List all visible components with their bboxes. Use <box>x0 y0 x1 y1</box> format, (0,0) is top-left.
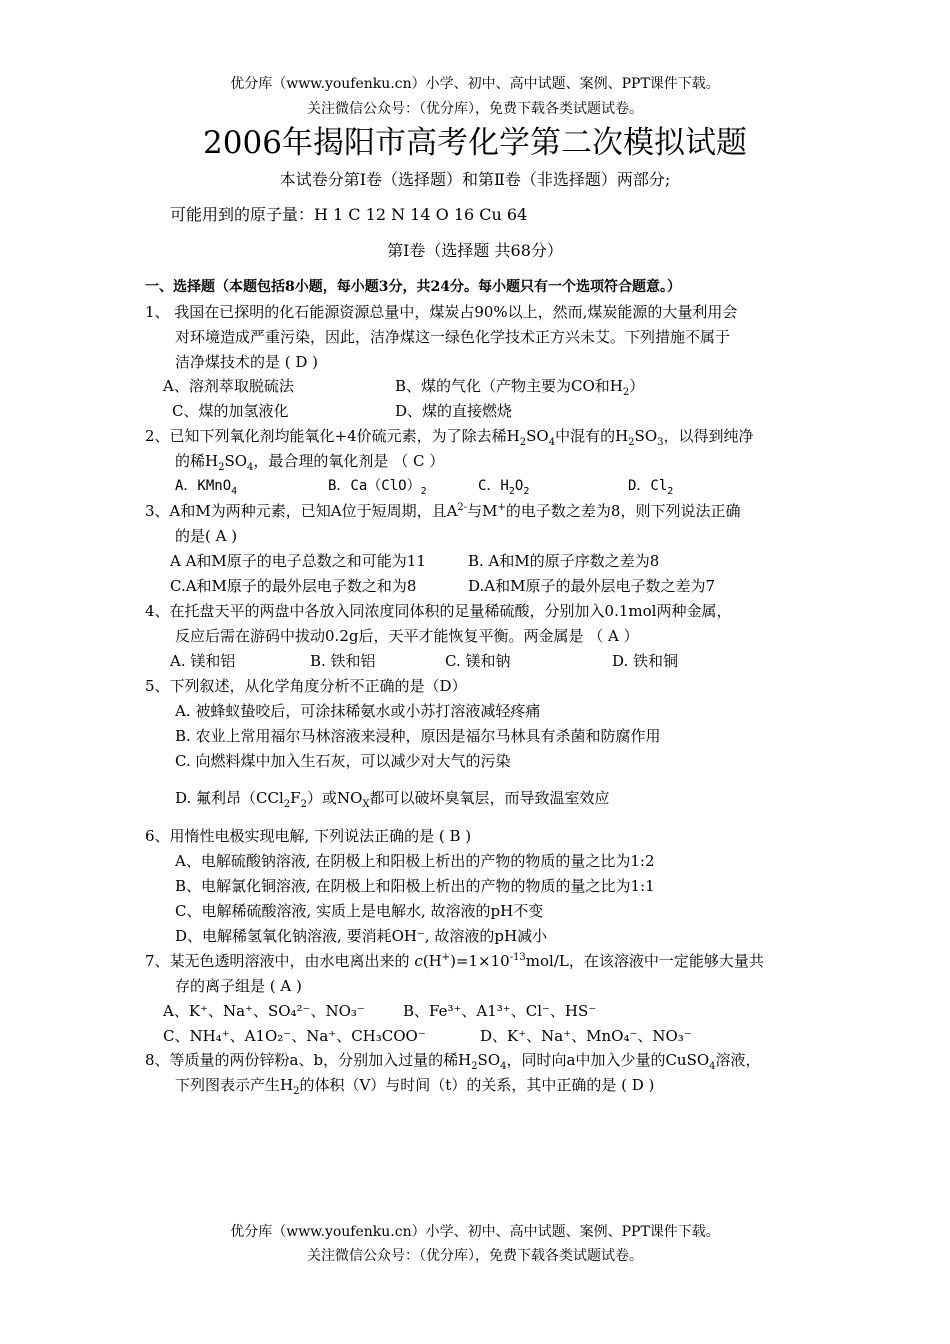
q4-line-1: 4、在托盘天平的两盘中各放入同浓度同体积的足量稀硫酸，分别加入0.1mol两种金属， <box>145 602 732 620</box>
q2-option-b: B．$Ca(ClO)_2$ <box>328 478 427 497</box>
q6-option-c: C、电解稀硫酸溶液, 实质上是电解水, 故溶液的pH不变 <box>175 902 544 920</box>
q3-option-a: A A和M原子的电子总数之和可能为11 <box>170 552 426 570</box>
q5-option-d: D. 氟利昂$(CCl_2F_2)$或$NO_X$都可以破坏臭氧层，而导致温室效应 <box>175 789 610 810</box>
q3-option-b: B. A和M的原子序数之差为8 <box>468 552 660 570</box>
q2-line-1: 2、已知下列氧化剂均能氧化+4价硫元素，为了除去稀$H_2SO_4$中混有的$H_2SO_3$，以得到纯净 <box>145 427 754 448</box>
intro-text: 本试卷分第Ⅰ卷（选择题）和第Ⅱ卷（非选择题）两部分; <box>279 170 671 189</box>
q1-option-d: D、煤的直接燃烧 <box>395 402 513 420</box>
q6-option-b: B、电解氯化铜溶液, 在阴极上和阳极上析出的产物的物质的量之比为1:1 <box>175 877 655 895</box>
q8-line-2: 下列图表示产生$H_2$的体积（V）与时间（t）的关系，其中正确的是 ( D ) <box>175 1076 655 1097</box>
q1-line-1: 1、 我国在已探明的化石能源资源总量中，煤炭占90%以上，然而,煤炭能源的大量利用会 <box>145 303 738 321</box>
q2-option-c: C．$H_2O_2$ <box>478 478 530 497</box>
q8-line-1: 8、等质量的两份锌粉a、b，分别加入过量的稀$H_2SO_4$，同时向a中加入少量的CuSO$_4$溶液， <box>145 1051 761 1072</box>
q3-option-c: C.A和M原子的最外层电子数之和为8 <box>170 577 417 595</box>
q6-option-d: D、电解稀氢氧化钠溶液, 要消耗OH⁻, 故溶液的pH减小 <box>175 927 548 945</box>
footer-line-2: 关注微信公众号：（优分库），免费下载各类试题试卷。 <box>307 1248 643 1264</box>
q7-option-b: B、Fe³⁺、A1³⁺、Cl⁻、HS⁻ <box>403 1002 597 1020</box>
q7-option-d: D、K⁺、Na⁺、MnO₄⁻、NO₃⁻ <box>480 1027 692 1045</box>
q4-option-a: A. 镁和铝 <box>170 652 236 670</box>
q2-line-2: 的稀$H_2SO_4$，最合理的氧化剂是 （ C ） <box>175 452 445 473</box>
q7-line-2: 存的离子组是 ( A ) <box>175 977 302 995</box>
q5-option-b: B. 农业上常用福尔马林溶液来浸种，原因是福尔马林具有杀菌和防腐作用 <box>175 727 661 745</box>
atomic-masses: 可能用到的原子量：H 1 C 12 N 14 O 16 Cu 64 <box>170 205 528 224</box>
q3-line-1: 3、A和M为两种元素，已知A位于短周期，且$A^{2-}$与M+的电子数之差为8，则下列说法正确 <box>145 502 741 520</box>
header-line-2: 关注微信公众号：（优分库），免费下载各类试题试卷。 <box>307 101 643 117</box>
section-heading: 一、选择题（本题包括8小题，每小题3分，共24分。每小题只有一个选项符合题意。） <box>145 279 681 295</box>
q7-line-1: 7、某无色透明溶液中，由水电离出来的 $c(H^+)=1\times 10^{-13}mol/L$，在该溶液中一定能够大量共 <box>145 952 764 970</box>
q5-line-1: 5、下列叙述，从化学角度分析不正确的是（D） <box>145 677 467 695</box>
q1-line-3: 洁净煤技术的是 ( D ) <box>175 353 319 371</box>
part-title: 第Ⅰ卷（选择题 共68分） <box>387 241 563 260</box>
q1-option-c: C、煤的加氢液化 <box>172 402 289 420</box>
q4-option-b: B. 铁和铝 <box>310 652 376 670</box>
q2-option-d: D．$Cl_2$ <box>628 478 674 497</box>
q6-line-1: 6、用惰性电极实现电解, 下列说法正确的是 ( B ) <box>145 827 472 845</box>
q3-line-2: 的是( A ) <box>175 527 238 545</box>
q4-line-2: 反应后需在游码中拔动0.2g后，天平才能恢复平衡。两金属是 （ A ） <box>175 627 639 645</box>
q6-option-a: A、电解硫酸钠溶液, 在阴极上和阳极上析出的产物的物质的量之比为1:2 <box>175 852 655 870</box>
q4-option-d: D. 铁和铜 <box>612 652 679 670</box>
q7-option-c: C、NH₄⁺、A1O₂⁻、Na⁺、CH₃COO⁻ <box>163 1027 426 1045</box>
q3-option-d: D.A和M原子的最外层电子数之差为7 <box>468 577 715 595</box>
q5-option-c: C. 向燃料煤中加入生石灰，可以减少对大气的污染 <box>175 752 511 770</box>
footer-line-1: 优分库（www.youfenku.cn）小学、初中、高中试题、案例、PPT课件下载。 <box>230 1224 720 1240</box>
q2-option-a: A．KMnO$_4$ <box>175 478 238 497</box>
page-title: 2006年揭阳市高考化学第二次模拟试题 <box>203 125 747 161</box>
q7-option-a: A、K⁺、Na⁺、SO₄²⁻、NO₃⁻ <box>163 1002 365 1020</box>
q5-option-a: A. 被蜂蚁蛰咬后，可涂抹稀氨水或小苏打溶液减轻疼痛 <box>175 702 541 720</box>
q4-option-c: C. 镁和钠 <box>445 652 511 670</box>
q1-line-2: 对环境造成严重污染，因此，洁净煤这一绿色化学技术正方兴未艾。下列措施不属于 <box>175 328 731 346</box>
q1-option-a: A、溶剂萃取脱硫法 <box>163 377 294 395</box>
header-line-1: 优分库（www.youfenku.cn）小学、初中、高中试题、案例、PPT课件下载。 <box>230 76 720 92</box>
q1-option-b: B、煤的气化（产物主要为CO和$H_2$） <box>395 377 645 398</box>
